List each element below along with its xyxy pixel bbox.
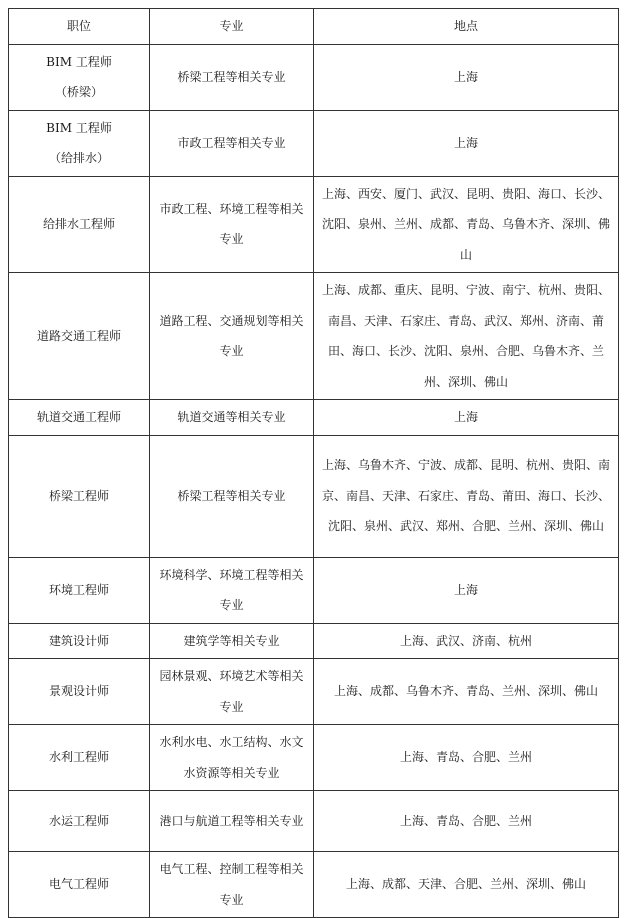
table-row bbox=[9, 623, 619, 659]
major-cell: 电气工程、控制工程等相关专业 bbox=[150, 852, 314, 918]
major-cell: 水利水电、水工结构、水文水资源等相关专业 bbox=[150, 725, 314, 791]
location-cell: 上海、武汉、济南、杭州 bbox=[314, 623, 619, 659]
major-cell: 道路工程、交通规划等相关专业 bbox=[150, 273, 314, 400]
major-cell: 市政工程、环境工程等相关专业 bbox=[150, 176, 314, 273]
job-table bbox=[8, 8, 619, 918]
major-cell: 轨道交通等相关专业 bbox=[150, 400, 314, 436]
major-cell: 市政工程等相关专业 bbox=[150, 110, 314, 176]
table-row bbox=[9, 400, 619, 436]
table-row bbox=[9, 110, 619, 176]
table-row bbox=[9, 273, 619, 400]
position-line-1: BIM 工程师 bbox=[46, 54, 112, 69]
location-cell: 上海 bbox=[314, 400, 619, 436]
table-row bbox=[9, 557, 619, 623]
location-cell: 上海 bbox=[314, 110, 619, 176]
header-row bbox=[9, 9, 619, 45]
header-position: 职位 bbox=[9, 9, 150, 45]
position-cell bbox=[9, 44, 150, 110]
location-cell: 上海、西安、厦门、武汉、昆明、贵阳、海口、长沙、沈阳、泉州、兰州、成都、青岛、乌鲁木齐、深圳、佛山 bbox=[314, 176, 619, 273]
table-row bbox=[9, 44, 619, 110]
table-row bbox=[9, 725, 619, 791]
major-cell: 园林景观、环境艺术等相关专业 bbox=[150, 659, 314, 725]
table-row bbox=[9, 435, 619, 557]
major-cell: 桥梁工程等相关专业 bbox=[150, 435, 314, 557]
header-major: 专业 bbox=[150, 9, 314, 45]
location-cell: 上海、乌鲁木齐、宁波、成都、昆明、杭州、贵阳、南京、南昌、天津、石家庄、青岛、莆田、海口、长沙、沈阳、泉州、武汉、郑州、合肥、兰州、深圳、佛山 bbox=[314, 435, 619, 557]
position-line-2: （桥梁） bbox=[54, 85, 103, 99]
position-cell: 轨道交通工程师 bbox=[9, 400, 150, 436]
table-row bbox=[9, 176, 619, 273]
position-cell: 道路交通工程师 bbox=[9, 273, 150, 400]
location-cell: 上海、成都、乌鲁木齐、青岛、兰州、深圳、佛山 bbox=[314, 659, 619, 725]
major-cell: 建筑学等相关专业 bbox=[150, 623, 314, 659]
location-cell: 上海、青岛、合肥、兰州 bbox=[314, 791, 619, 852]
major-cell: 环境科学、环境工程等相关专业 bbox=[150, 557, 314, 623]
position-cell: 环境工程师 bbox=[9, 557, 150, 623]
position-cell: 景观设计师 bbox=[9, 659, 150, 725]
position-cell: 给排水工程师 bbox=[9, 176, 150, 273]
position-cell: 桥梁工程师 bbox=[9, 435, 150, 557]
position-cell: 水运工程师 bbox=[9, 791, 150, 852]
header-location: 地点 bbox=[314, 9, 619, 45]
table-row bbox=[9, 791, 619, 852]
location-cell: 上海 bbox=[314, 44, 619, 110]
location-cell: 上海、成都、重庆、昆明、宁波、南宁、杭州、贵阳、南昌、天津、石家庄、青岛、武汉、郑州、济南、莆田、海口、长沙、沈阳、泉州、合肥、乌鲁木齐、兰州、深圳、佛山 bbox=[314, 273, 619, 400]
major-cell: 桥梁工程等相关专业 bbox=[150, 44, 314, 110]
major-cell: 港口与航道工程等相关专业 bbox=[150, 791, 314, 852]
location-cell: 上海、青岛、合肥、兰州 bbox=[314, 725, 619, 791]
table-row bbox=[9, 659, 619, 725]
position-cell: 建筑设计师 bbox=[9, 623, 150, 659]
position-line-2: （给排水） bbox=[48, 151, 109, 165]
position-cell bbox=[9, 110, 150, 176]
position-cell: 水利工程师 bbox=[9, 725, 150, 791]
position-line-1: BIM 工程师 bbox=[46, 120, 112, 135]
position-cell: 电气工程师 bbox=[9, 852, 150, 918]
location-cell: 上海、成都、天津、合肥、兰州、深圳、佛山 bbox=[314, 852, 619, 918]
table-row bbox=[9, 852, 619, 918]
location-cell: 上海 bbox=[314, 557, 619, 623]
